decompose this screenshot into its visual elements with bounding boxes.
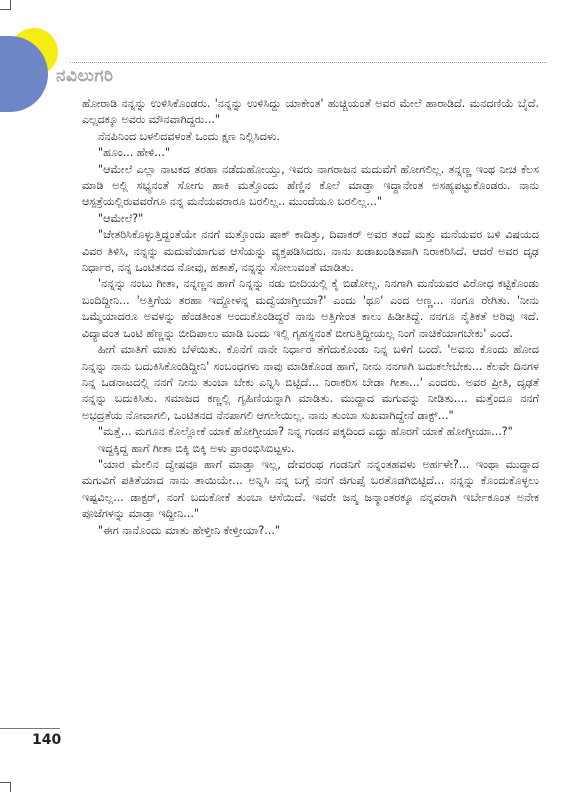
- paragraph: ನೆನಪಿನಿಂದ ಬಳಲಿದವಳಂತೆ ಒಂದು ಕ್ಷಣ ನಿಲ್ಲಿಸಿದಳು.: [98, 129, 281, 143]
- paragraph: "ಹೂಂ... ಹೇಳಿ...": [98, 146, 170, 160]
- paragraph: "ಆಮೇಲೆ ಎಲ್ಲಾ ನಾಟಕದ ತರಹಾ ನಡೆದುಹೋಯ್ತು, ಇವರು ನಾಗರಾಜನ ಮದುವೆಗೆ ಹೋಗಲಿಲ್ಲ. ತನ್ನಣ್ಣ ಇಂಥ ನೀಚ ಕೆಲಸ ಮಾಡಿ ಅಲ್ಲಿ ಸಭ್ಯನಂತೆ ಸೋಗು ಹಾಕಿ ಮತ್ತೊಂದು ಹೆಣ್ಣಿನ ಕೊಲೆ ಮಾಡ್ತಾ ಇದ್ದಾನೇಂತ ಅಸಹ್ಯಪಟ್ಟುಕೊಂಡರು. ನಾನು ಆಸ್ಪತ್ರೆಯಲ್ಲಿರುವವರೆಗೂ ನನ್ನ ಮನೆಯವರಾರೂ ಬರಲಿಲ್ಲ.. ಮುಂದೆಯೂ ಬರಲಿಲ್ಲ...": [82, 162, 539, 209]
- header-dotted-rule: [70, 62, 547, 63]
- paragraph: ಹೀಗೆ ಮಾತಿಗೆ ಮಾತು ಬೆಳೆಯಿತು. ಕೊನೆಗೆ ನಾನೇ ನಿರ್ಧಾರ ತೆಗೆದುಕೊಂಡು ನಿನ್ನ ಬಳಿಗೆ ಬಂದೆ. 'ಅವನು ಕೊಂದು ಹೋದ ನಿನ್ನನ್ನು ನಾನು ಬದುಕಿಸಿಕೊಂಡಿದ್ದೀನಿ' ಸಂಬಂಧಗಳು ನಾವು ಮಾಡಿಕೊಂಡ ಹಾಗೆ, ನೀನು ನನಗಾಗಿ ಬದುಕಲೇಬೇಕು... ಕೆಲವೇ ದಿನಗಳ ನಿನ್ನ ಒಡನಾಟದಲ್ಲಿ ನನಗೆ ನೀನು ತುಂಬಾ ಬೇಕು ಎನ್ನಿಸಿ ಬಿಟ್ಟಿದೆ... ನಿರಾಕರಿಸ ಬೇಡಾ ಗೀತಾ...' ಎಂದರು. ಅವರ ಪ್ರೀತಿ, ದೃಢತೆ ನನ್ನನ್ನು ಬದುಕಿಸಿತು. ಸಮಾಜದ ಕಣ್ಣಲ್ಲಿ ಗೃಹಿಣಿಯನ್ನಾಗಿ ಮಾಡಿತು. ಮುದ್ದಾದ ಮಗುವನ್ನು ನೀಡಿತು.... ಮತ್ತೆಂದೂ ನನಗೆ ಅಭದ್ರತೆಯ ನೋವಾಗಲಿ, ಒಂಟಿತನದ ನೆನಪಾಗಲಿ ಆಗಲೇಯಿಲ್ಲ. ನಾನು ತುಂಬಾ ಸುಖವಾಗಿದ್ದೇನೆ ಡಾಕ್ಟ್...": [82, 343, 539, 422]
- running-header-title: ನವಿಲುಗರಿ: [56, 66, 114, 86]
- page-number: 140: [32, 732, 62, 748]
- paragraph: 'ನನ್ನನ್ನು ನಂಬು ಗೀತಾ, ನನ್ನಣ್ಣನ ಹಾಗೆ ನಿನ್ನನ್ನು ನಡು ಬೀದಿಯಲ್ಲಿ ಕೈ ಬಿಡೋಲ್ಲ. ನಿನಗಾಗಿ ಮನೆಯವರ ವಿರೋಧ ಕಟ್ಟಿಕೊಂಡು ಬಂದಿದ್ದೀನಿ... 'ಅತ್ತಿಗೆಯ ತರಹಾ ಇದ್ದೋಳನ್ನ ಮದ್ವೆಯಾಗ್ತೀಯಾ?' ಎಂದು 'ಥೂ' ಎಂದ ಅಣ್ಣ... ನಂಗೂ ರೇಗಿತು. 'ನೀನು ಒಮ್ಮೆಯಾದರೂ ಅವಳನ್ನು ಹೆಂಡತೀಂತ ಅಂದುಕೊಂಡಿದ್ದರೆ ನಾನು ಅತ್ತಿಗೇಂತ ಕಾಲು ಹಿಡೀತಿದ್ದೆ. ನನಗೂ ನೈತಿಕತೆ ಅರಿವು ಇದೆ. ವಿದ್ಯಾವಂತ ಒಂಟಿ ಹೆಣ್ಣನ್ನು ಬೀದಿಪಾಲು ಮಾಡಿ ಬಂದು ಇಲ್ಲಿ ಗೃಹಸ್ಥನಂತೆ ಬೀಗುತ್ತಿದ್ದೀಯಲ್ಲ ನಿಂಗೆ ನಾಚಿಕೆಯಾಗಬೇಕು' ಎಂದೆ.: [82, 277, 539, 340]
- paragraph: "ಮತ್ತೆ... ಮಗೂನ ಕೊಲ್ಲೋಕೆ ಯಾಕೆ ಹೋಗ್ತೀಯಾ? ನಿನ್ನ ಗಂಡನ ಪಕ್ಕದಿಂದ ಎದ್ದು ಹೊರಗೆ ಯಾಕೆ ಹೋಗ್ತೀಯಾ...?": [98, 425, 513, 439]
- crop-mark-top: [0, 0, 11, 10]
- paragraph: ಇದ್ದಕ್ಕಿದ್ದ ಹಾಗೆ ಗೀತಾ ಬಿಕ್ಕಿ ಬಿಕ್ಕಿ ಅಳು ಪ್ರಾರಂಭಿಸಿಬಿಟ್ಟಳು.: [98, 441, 295, 455]
- paragraph: "ಯಾರ ಮೇಲಿನ ದ್ವೇಷವೂ ಹಾಗೆ ಮಾಡ್ತಾ ಇಲ್ಲ, ದೇವರಂಥ ಗಂಡನಿಗೆ ನನ್ನಂತಹವಳು ಅರ್ಹಳೇ?... ಇಂಥಾ ಮುದ್ದಾದ ಮಗುವಿಗೆ ಪತಿತೆಯಾದ ನಾನು ತಾಯಿಯೇ... ಅನ್ನಿಸಿ ನನ್ನ ಬಗ್ಗೆ ನನಗೆ ಜಿಗುಪ್ಸೆ ಬರತೊಡಗಿಬಿಟ್ಟಿದೆ... ನನ್ನನ್ನು ಕೊಂದುಕೊಳ್ಳಲು ಇಷ್ಟವಿಲ್ಲ... ಡಾಕ್ಟರ್, ನಂಗೆ ಬದುಕೋಕೆ ತುಂಬಾ ಆಸೆಯಿದೆ. ಇವರೇ ಜನ್ಮ ಜನ್ಮಾಂತರಕ್ಕೂ ನನ್ನವರಾಗಿ ಇರ್ಬೇಕೂಂತ ಅನೇಕ ಪೂಜೆಗಳನ್ನು ಮಾಡ್ತಾ ಇದ್ದೀನಿ...": [82, 457, 539, 521]
- paragraph: "ಆಮೇಲೆ?": [98, 211, 144, 225]
- footer-rule: [0, 728, 60, 729]
- paragraph: "ಈಗ ನಾನೊಂದು ಮಾತು ಹೇಳ್ತೀನಿ ಕೇಳ್ತೀಯಾ?...": [98, 523, 280, 537]
- crop-mark-bottom: [0, 782, 11, 792]
- page-body-text: [82, 96, 539, 539]
- header-decoration: [0, 28, 62, 112]
- paragraph: "ಚೇತರಿಸಿಕೊಳ್ಳುತ್ತಿದ್ದಂತೆಯೇ ನನಗೆ ಮತ್ತೊಂದು ಷಾಕ್ ಕಾದಿತ್ತು, ದಿವಾಕರ್ ಅವರ ತಂದೆ ಮತ್ತು ಮನೆಯವರ ಬಳಿ ವಿಷಯದ ವಿವರ ತಿಳಿಸಿ, ನನ್ನನ್ನು ಮದುವೆಯಾಗುವ ಆಸೆಯನ್ನು ವ್ಯಕ್ತಪಡಿಸಿದರು. ನಾನು ಖಡಾಖಂಡಿತವಾಗಿ ನಿರಾಕರಿಸಿದೆ. ಆದರೆ ಅವರ ದೃಢ ನಿರ್ಧಾರ, ನನ್ನ ಒಂಟಿತನದ ನೋವು, ಹತಾಶೆ, ನನ್ನನ್ನು ಸೋಲುವಂತೆ ಮಾಡಿತು.: [82, 228, 539, 275]
- paragraph: ಹೋರಾಡಿ ನನ್ನನ್ನು ಉಳಿಸಿಕೊಂಡರು. 'ನನ್ನನ್ನು ಉಳಿಸಿದ್ದು ಯಾಕೇಂತ' ಹುಚ್ಚಿಯಂತೆ ಅವರ ಮೇಲೆ ಹಾರಾಡಿದೆ. ಮನದಣಿಯೆ ಬೈದೆ. ಎಲ್ಲದಕ್ಕೂ ಅವರು ಮೌನವಾಗಿದ್ದರು...": [82, 97, 539, 127]
